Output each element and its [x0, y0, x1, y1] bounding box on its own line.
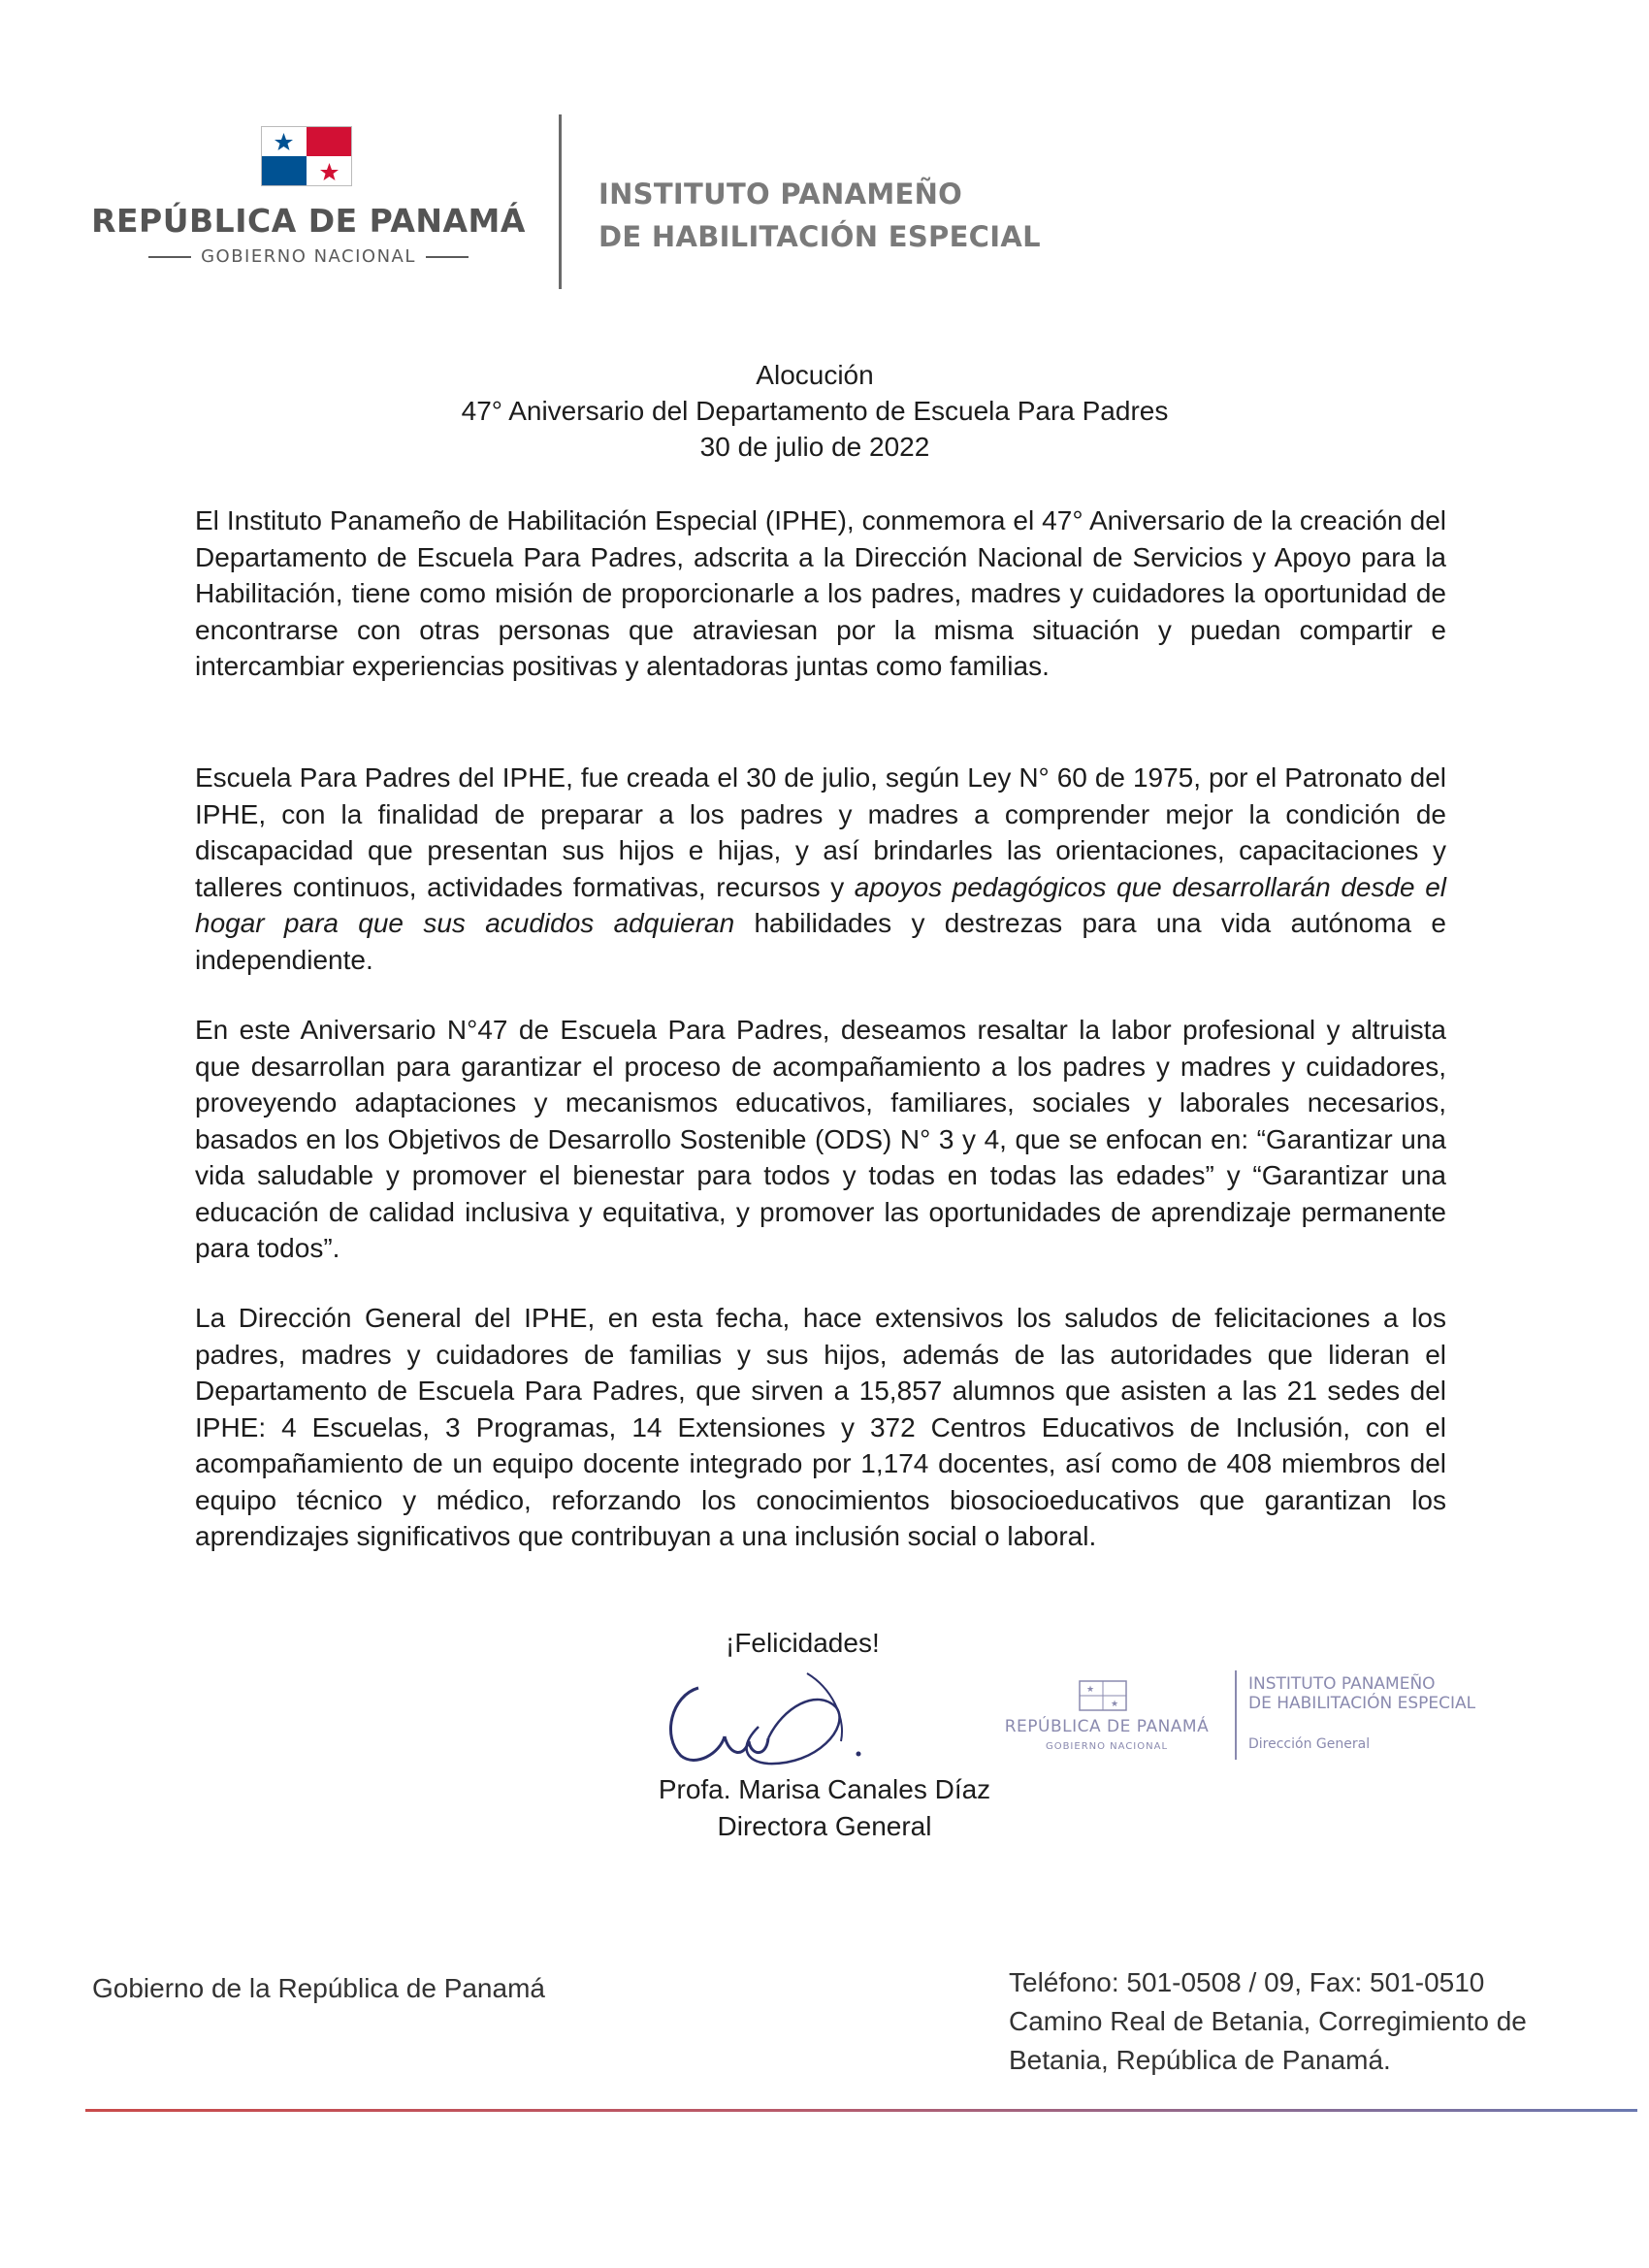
paragraph-1: El Instituto Panameño de Habilitación Especial (IPHE), conmemora el 47° Aniversario de la creación del Departamento de Escuela Para Padres, adscrita a la Dirección Nacional de Servicios y Apoyo para la Habilitación, tiene como misión de proporcionarle a los padres, madres y cuidadores la oportunidad de encontrarse con otras personas que atraviesan por la misma situación y puedan compartir e intercambiar experiencias positivas y alentadoras juntas como familias.: [195, 505, 1446, 681]
stamp-institute: [1248, 1674, 1539, 1713]
country-title: REPÚBLICA DE PANAMÁ: [91, 202, 526, 240]
paragraph-2-part-c: habilidades y destrezas para una vida autónoma e independiente.: [195, 908, 1446, 975]
title-line3: 30 de julio de 2022: [699, 432, 930, 462]
government-label: GOBIERNO NACIONAL: [201, 246, 416, 267]
panama-flag-icon: [261, 126, 352, 186]
stamp-department: Dirección General: [1248, 1736, 1371, 1752]
svg-text:★: ★: [1111, 1700, 1119, 1709]
paragraph-4: La Dirección General del IPHE, en esta fecha, hace extensivos los saludos de felicitaciones a los padres, madres y cuidadores de familias y sus hijos, además de las autoridades que lideran el Departamento de Escuela Para Padres, que sirven a 15,857 alumnos que asisten a las 21 sedes del IPHE: 4 Escuelas, 3 Programas, 14 Extensiones y 372 Centros Educativos de Inclusión, con el acompañamiento de un equipo docente integrado por 1,174 docentes, así como de 408 miembros del equipo técnico y médico, reforzando los conocimientos biosocioeducativos que garantizan los aprendizajes significativos que contribuyan a una inclusión social o laboral.: [195, 1303, 1446, 1551]
stamp-divider: [1235, 1670, 1237, 1760]
title-line2: 47° Aniversario del Departamento de Escuela Para Padres: [461, 396, 1169, 426]
footer-government: Gobierno de la República de Panamá: [92, 1973, 545, 2003]
stamp-institute-line2: DE HABILITACIÓN ESPECIAL: [1248, 1694, 1476, 1713]
paragraph-2: [195, 760, 1446, 978]
svg-text:★: ★: [1086, 1685, 1095, 1695]
document-title: [242, 357, 1387, 465]
footer-phone: Teléfono: 501-0508 / 09, Fax: 501-0510: [1009, 1967, 1485, 1997]
stamp-government: GOBIERNO NACIONAL: [1045, 1741, 1169, 1752]
government-subtitle: [89, 246, 528, 267]
signer-name: Profa. Marisa Canales Díaz: [658, 1774, 991, 1804]
greeting: ¡Felicidades!: [726, 1628, 880, 1658]
left-rule: [148, 256, 191, 258]
footer-address-line2: Betania, República de Panamá.: [1009, 2045, 1391, 2075]
institute-name-line2: DE HABILITACIÓN ESPECIAL: [598, 220, 1041, 253]
right-rule: [426, 256, 469, 258]
title-line1: Alocución: [756, 360, 874, 390]
footer-address-line1: Camino Real de Betania, Corregimiento de: [1009, 2006, 1527, 2036]
paragraph-3: En este Aniversario N°47 de Escuela Para Padres, deseamos resaltar la labor profesional y altruista que desarrollan para garantizar el proceso de acompañamiento a los padres y madres y cuidadores, proveyendo adaptaciones y mecanismos educativos, familiares, sociales y laborales necesarios, basados en los Objetivos de Desarrollo Sostenible (ODS) N° 3 y 4, que se enfocan en: “Garantizar una vida saludable y promover el bienestar para todos y todas en todas las edades” y “Garantizar una educación de calidad inclusiva y equitativa, y promover las oportunidades de aprendizaje permanente para todos”.: [195, 1015, 1446, 1263]
stamp-flag-icon: [1079, 1680, 1127, 1711]
header-divider: [559, 114, 562, 289]
stamp-institute-line1: INSTITUTO PANAMEÑO: [1248, 1674, 1436, 1694]
institute-name-line1: INSTITUTO PANAMEÑO: [598, 178, 963, 211]
institute-name: [598, 173, 1103, 258]
footer-contact: [1009, 1963, 1630, 2080]
stamp-country: REPÚBLICA DE PANAMÁ: [1004, 1717, 1210, 1736]
signer-role: Directora General: [717, 1811, 932, 1841]
paragraph-2-part-a: Escuela Para Padres del IPHE, fue creada el 30 de julio, según Ley N° 60 de 1975, por el Patronato del IPHE, con la finalidad de preparar a los padres y madres a comprender mejor la condición de discapacidad que presentan sus hijos e hijas, y así brindarles las orientaciones, capacitaciones y talleres continuos, actividades formativas, recursos y: [195, 762, 1446, 902]
footer-rule: [85, 2109, 1637, 2112]
paragraph-2-italic: apoyos pedagógicos que desarrollarán desde el hogar para que sus acudidos adquieran: [195, 871, 1447, 938]
